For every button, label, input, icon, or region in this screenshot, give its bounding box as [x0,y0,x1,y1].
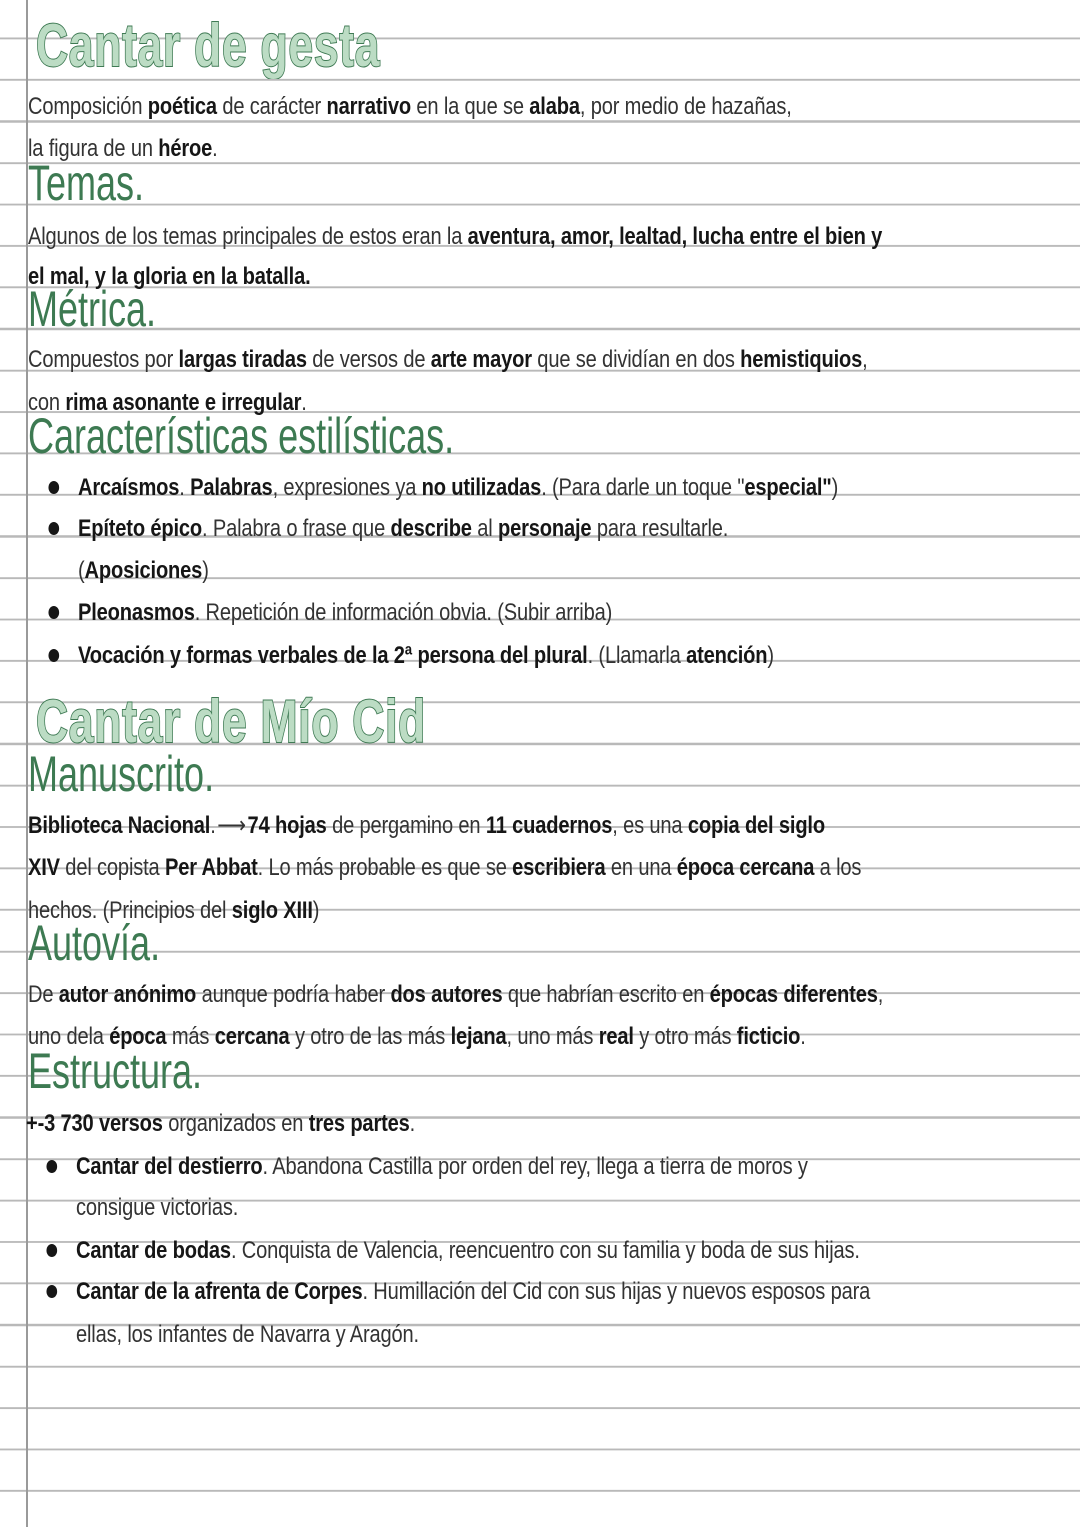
temas-line-1: Algunos de los temas principales de estos eran la aventura, amor, lealtad, lucha entre el bien y [28,223,883,250]
heading-estructura: Estructura. [28,1043,203,1099]
list-item-cantar-bodas: Cantar de bodas. Conquista de Valencia, reencuentro con su familia y boda de sus hijas. [76,1236,875,1266]
intro-line-2: la figura de un héroe. [28,135,218,162]
list-item-arcaismos: Arcaísmos. Palabras, expresiones ya no utilizadas. (Para darle un toque "especial") [78,473,875,503]
arrow-icon: ⟶ [217,812,246,839]
title-cantar-de-mio-cid: Cantar de Mío Cid [36,688,427,755]
heading-metrica: Métrica. [28,281,157,337]
metrica-line-1: Compuestos por largas tiradas de versos de arte mayor que se dividían en dos hemistiquios, [28,346,868,373]
list-item-pleonasmos: Pleonasmos. Repetición de información obvia. (Subir arriba) [78,598,875,628]
list-item-epiteto: Epíteto épico. Palabra o frase que describe al personaje para resultarle. [78,514,875,544]
autovia-line-1: De autor anónimo aunque podría haber dos autores que habrían escrito en épocas diferentes, [28,981,884,1008]
manuscrito-line-3: hechos. (Principios del siglo XIII) [28,897,320,924]
list-item-cantar-corpes-continued: ellas, los infantes de Navarra y Aragón. [76,1321,419,1348]
manuscrito-line-1: Biblioteca Nacional.⟶74 hojas de pergamino en 11 cuadernos, es una copia del siglo [28,812,825,839]
title-cantar-de-gesta: Cantar de gesta [36,12,381,79]
list-item-cantar-destierro-continued: consigue victorias. [76,1194,239,1221]
autovia-line-2: uno dela época más cercana y otro de las más lejana, uno más real y otro más ficticio. [28,1023,806,1050]
manuscrito-line-2: XIV del copista Per Abbat. Lo más probable es que se escribiera en una época cercana a los [28,854,862,881]
list-item-epiteto-continued: (Aposiciones) [78,557,209,584]
metrica-line-2: con rima asonante e irregular. [28,389,307,416]
list-item-cantar-destierro: Cantar del destierro. Abandona Castilla por orden del rey, llega a tierra de moros y [76,1152,875,1182]
estructura-intro: +-3 730 versos organizados en tres partes. [26,1110,416,1137]
list-item-cantar-corpes: Cantar de la afrenta de Corpes. Humillación del Cid con sus hijas y nuevos esposos para [76,1277,875,1307]
heading-caracteristicas: Características estilísticas. [28,408,455,464]
heading-autovia: Autovía. [28,915,161,971]
list-item-vocacion: Vocación y formas verbales de la 2ª persona del plural. (Llamarla atención) [78,641,875,671]
heading-manuscrito: Manuscrito. [28,746,215,802]
intro-line-1: Composición poética de carácter narrativo en la que se alaba, por medio de hazañas, [28,93,792,120]
heading-temas: Temas. [28,155,145,211]
temas-line-2: el mal, y la gloria en la batalla. [28,263,311,290]
